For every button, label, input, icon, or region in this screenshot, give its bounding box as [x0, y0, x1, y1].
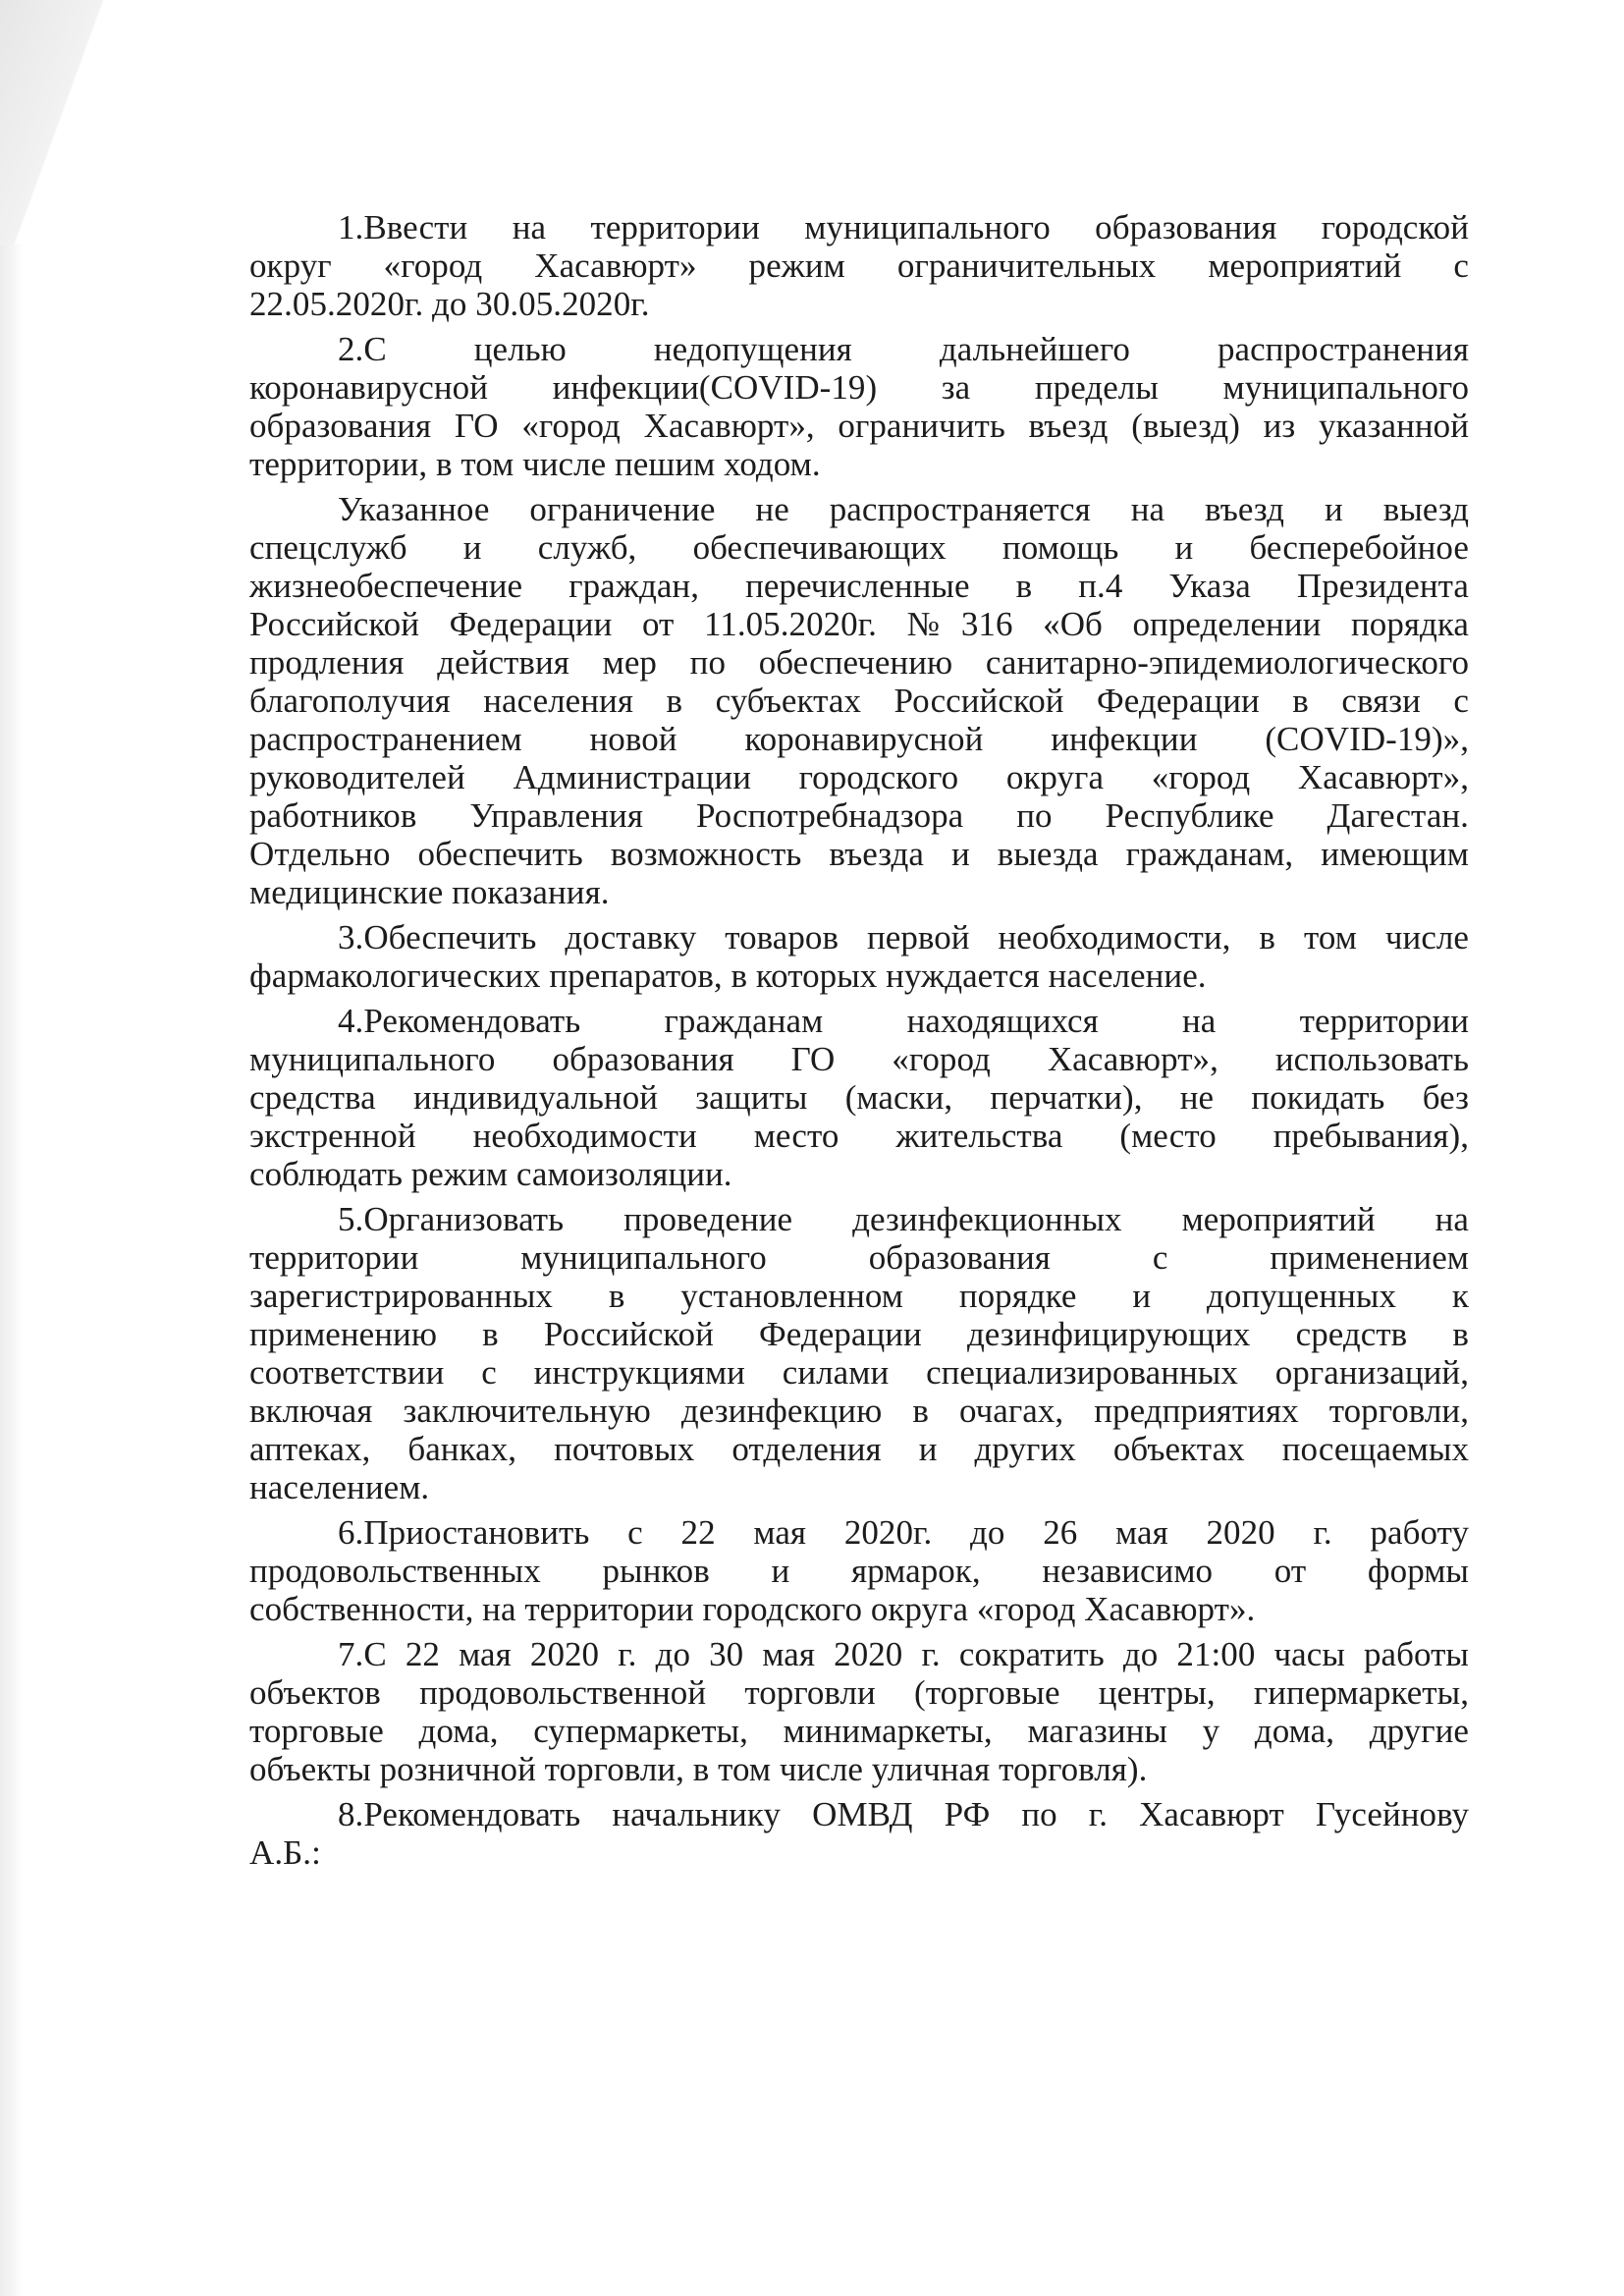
- text-line: объекты розничной торговли, в том числе уличная торговля).: [249, 1750, 1148, 1788]
- paragraph-p2: [249, 330, 1469, 483]
- text-line: руководителей Администрации городского округа «город Хасавюрт»,: [249, 758, 1469, 796]
- paragraph-p2b: [249, 490, 1469, 911]
- paragraph-p5: [249, 1200, 1469, 1506]
- text-line: медицинские показания.: [249, 873, 610, 911]
- text-line: соответствии с инструкциями силами специализированных организаций,: [249, 1353, 1469, 1392]
- text-line: коронавирусной инфекции(COVID-19) за пределы муниципального: [249, 368, 1469, 407]
- paragraph-gap: [249, 1506, 1469, 1513]
- text-line: А.Б.:: [249, 1833, 321, 1872]
- text-line: 7.С 22 мая 2020 г. до 30 мая 2020 г. сократить до 21:00 часы работы: [338, 1635, 1469, 1673]
- paragraph-p4: [249, 1002, 1469, 1193]
- text-line: 22.05.2020г. до 30.05.2020г.: [249, 285, 650, 323]
- text-line: продления действия мер по обеспечению санитарно-эпидемиологического: [249, 643, 1469, 682]
- text-line: собственности, на территории городского округа «город Хасавюрт».: [249, 1590, 1256, 1628]
- text-line: территории, в том числе пешим ходом.: [249, 445, 821, 483]
- document-body: [249, 208, 1469, 1872]
- text-line: Отдельно обеспечить возможность въезда и выезда гражданам, имеющим: [249, 835, 1469, 873]
- text-line: муниципального образования ГО «город Хасавюрт», использовать: [249, 1040, 1469, 1078]
- text-line: соблюдать режим самоизоляции.: [249, 1155, 732, 1193]
- paragraph-gap: [249, 995, 1469, 1002]
- text-line: экстренной необходимости место жительства (место пребывания),: [249, 1117, 1469, 1155]
- paragraph-gap: [249, 483, 1469, 490]
- text-line: работников Управления Роспотребнадзора по Республике Дагестан.: [249, 796, 1469, 835]
- paragraph-gap: [249, 1788, 1469, 1795]
- paragraph-p1: [249, 208, 1469, 323]
- text-line: 5.Организовать проведение дезинфекционных мероприятий на: [338, 1200, 1469, 1238]
- text-line: фармакологических препаратов, в которых нуждается население.: [249, 957, 1207, 995]
- paragraph-p7: [249, 1635, 1469, 1788]
- text-line: применению в Российской Федерации дезинфицирующих средств в: [249, 1315, 1469, 1353]
- paragraph-p3: [249, 918, 1469, 995]
- text-line: 8.Рекомендовать начальнику ОМВД РФ по г. Хасавюрт Гусейнову: [338, 1795, 1469, 1833]
- text-line: 3.Обеспечить доставку товаров первой необходимости, в том числе: [338, 918, 1469, 957]
- text-line: 2.С целью недопущения дальнейшего распространения: [338, 330, 1469, 368]
- text-line: спецслужб и служб, обеспечивающих помощь и бесперебойное: [249, 528, 1469, 567]
- text-line: торговые дома, супермаркеты, минимаркеты, магазины у дома, другие: [249, 1712, 1469, 1750]
- text-line: 1.Ввести на территории муниципального образования городской: [338, 208, 1469, 246]
- text-line: 6.Приостановить с 22 мая 2020г. до 26 мая 2020 г. работу: [338, 1513, 1469, 1552]
- text-line: зарегистрированных в установленном порядке и допущенных к: [249, 1277, 1469, 1315]
- text-line: жизнеобеспечение граждан, перечисленные в п.4 Указа Президента: [249, 567, 1469, 605]
- text-line: распространением новой коронавирусной инфекции (COVID-19)»,: [249, 720, 1469, 758]
- paragraph-gap: [249, 323, 1469, 330]
- text-line: образования ГО «город Хасавюрт», ограничить въезд (выезд) из указанной: [249, 407, 1469, 445]
- scan-page-edge: [0, 0, 137, 2296]
- text-line: 4.Рекомендовать гражданам находящихся на территории: [338, 1002, 1469, 1040]
- text-line: округ «город Хасавюрт» режим ограничительных мероприятий с: [249, 246, 1469, 285]
- text-line: продовольственных рынков и ярмарок, независимо от формы: [249, 1552, 1469, 1590]
- paragraph-gap: [249, 1193, 1469, 1200]
- text-line: благополучия населения в субъектах Российской Федерации в связи с: [249, 682, 1469, 720]
- text-line: включая заключительную дезинфекцию в очагах, предприятиях торговли,: [249, 1392, 1469, 1430]
- text-line: населением.: [249, 1468, 430, 1506]
- paragraph-gap: [249, 911, 1469, 918]
- text-line: Указанное ограничение не распространяется на въезд и выезд: [338, 490, 1469, 528]
- paragraph-gap: [249, 1628, 1469, 1635]
- text-line: Российской Федерации от 11.05.2020г. №316 «Об определении порядка: [249, 605, 1469, 643]
- paragraph-p6: [249, 1513, 1469, 1628]
- text-line: объектов продовольственной торговли (торговые центры, гипермаркеты,: [249, 1673, 1469, 1712]
- text-line: территории муниципального образования с применением: [249, 1238, 1469, 1277]
- text-line: средства индивидуальной защиты (маски, перчатки), не покидать без: [249, 1078, 1469, 1117]
- paragraph-p8: [249, 1795, 1469, 1872]
- text-line: аптеках, банках, почтовых отделения и других объектах посещаемых: [249, 1430, 1469, 1468]
